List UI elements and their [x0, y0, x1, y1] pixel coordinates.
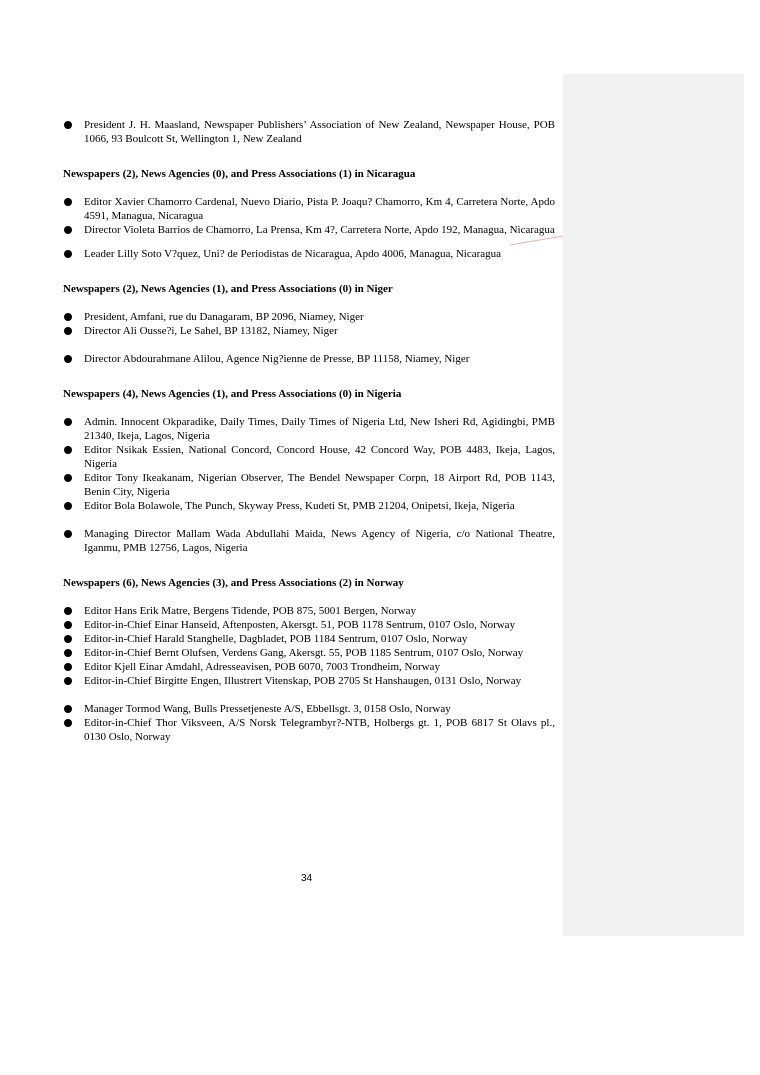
list-item: President J. H. Maasland, Newspaper Publishers’ Association of New Zealand, Newspaper House, POB 1066, 93 Boulcott St, Wellington 1, New Zealand	[63, 118, 555, 146]
list-item: Editor Kjell Einar Amdahl, Adresseavisen, POB 6070, 7003 Trondheim, Norway	[63, 660, 555, 674]
list-item: Admin. Innocent Okparadike, Daily Times, Daily Times of Nigeria Ltd, New Isheri Rd, Agidingbi, PMB 21340, Ikeja, Lagos, Nigeria	[63, 415, 555, 443]
list-item: Editor-in-Chief Thor Viksveen, A/S Norsk Telegrambyr?-NTB, Holbergs gt. 1, POB 6817 St Olavs pl., 0130 Oslo, Norway	[63, 716, 555, 744]
list-item: Director Abdourahmane Alilou, Agence Nig?ienne de Presse, BP 11158, Niamey, Niger	[63, 352, 555, 366]
list-item: Editor-in-Chief Bernt Olufsen, Verdens Gang, Akersgt. 55, POB 1185 Sentrum, 0107 Oslo, Norway	[63, 646, 555, 660]
section-heading-niger: Newspapers (2), News Agencies (1), and Press Associations (0) in Niger	[63, 283, 393, 295]
comment-pane	[563, 74, 744, 936]
page-number: 34	[301, 873, 313, 884]
list-item: Director Violeta Barrios de Chamorro, La Prensa, Km 4?, Carretera Norte, Apdo 192, Managua, Nicaragua	[63, 223, 555, 237]
list-item: Director Ali Ousse?i, Le Sahel, BP 13182, Niamey, Niger	[63, 324, 555, 338]
list-item: Editor Xavier Chamorro Cardenal, Nuevo Diario, Pista P. Joaqu? Chamorro, Km 4, Carretera Norte, Apdo 4591, Managua, Nicaragua	[63, 195, 555, 223]
list-item: Editor-in-Chief Birgitte Engen, Illustrert Vitenskap, POB 2705 St Hanshaugen, 0131 Oslo, Norway	[63, 674, 555, 688]
list-item: Editor-in-Chief Einar Hanseid, Aftenposten, Akersgt. 51, POB 1178 Sentrum, 0107 Oslo, Norway	[63, 618, 555, 632]
list-item: President, Amfani, rue du Danagaram, BP 2096, Niamey, Niger	[63, 310, 555, 324]
list-item: Leader Lilly Soto V?quez, Uni? de Periodistas de Nicaragua, Apdo 4006, Managua, Nicaragua	[63, 247, 555, 261]
list-item: Managing Director Mallam Wada Abdullahi Maida, News Agency of Nigeria, c/o National Theatre, Iganmu, PMB 12756, Lagos, Nigeria	[63, 527, 555, 555]
list-item: Editor Tony Ikeakanam, Nigerian Observer, The Bendel Newspaper Corpn, 18 Airport Rd, POB 1143, Benin City, Nigeria	[63, 471, 555, 499]
list-item: Editor-in-Chief Harald Stanghelle, Dagbladet, POB 1184 Sentrum, 0107 Oslo, Norway	[63, 632, 555, 646]
list-item: Editor Hans Erik Matre, Bergens Tidende, POB 875, 5001 Bergen, Norway	[63, 604, 555, 618]
section-heading-norway: Newspapers (6), News Agencies (3), and Press Associations (2) in Norway	[63, 577, 404, 589]
list-item: Editor Bola Bolawole, The Punch, Skyway Press, Kudeti St, PMB 21204, Onipetsi, Ikeja, Nigeria	[63, 499, 555, 513]
list-item: Manager Tormod Wang, Bulls Pressetjeneste A/S, Ebbellsgt. 3, 0158 Oslo, Norway	[63, 702, 555, 716]
list-item: Editor Nsikak Essien, National Concord, Concord House, 42 Concord Way, POB 4483, Ikeja, Lagos, Nigeria	[63, 443, 555, 471]
document-content	[63, 118, 555, 744]
section-heading-nigeria: Newspapers (4), News Agencies (1), and Press Associations (0) in Nigeria	[63, 388, 402, 400]
section-heading-nicaragua: Newspapers (2), News Agencies (0), and Press Associations (1) in Nicaragua	[63, 168, 416, 180]
